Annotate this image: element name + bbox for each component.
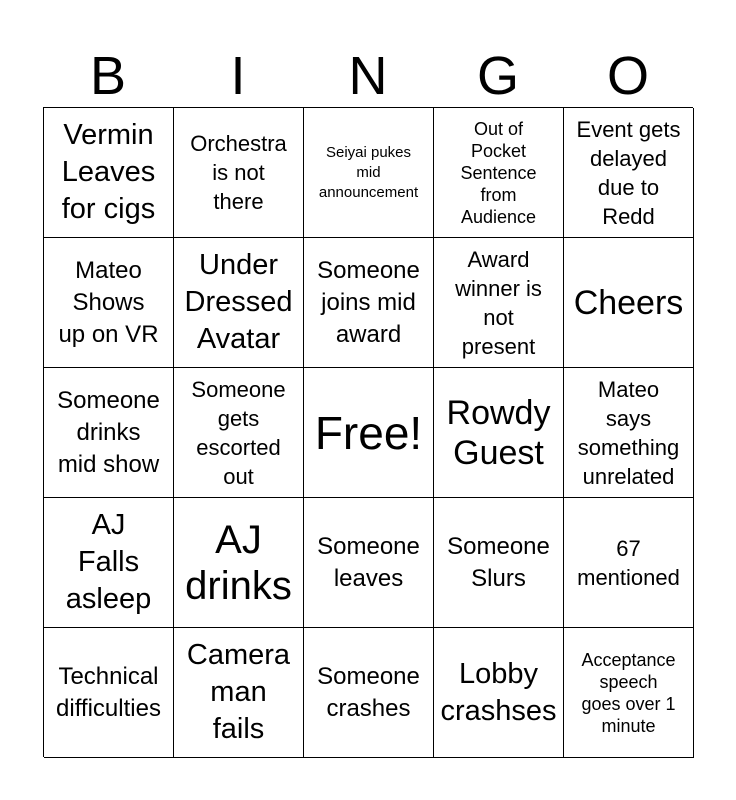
cell-text: Cheers	[573, 283, 684, 322]
bingo-cell-r4c3[interactable]	[304, 498, 434, 628]
cell-text: Someone crashes	[317, 662, 420, 722]
bingo-cell-r5c4[interactable]	[434, 628, 564, 758]
bingo-cell-r3c1[interactable]	[44, 368, 174, 498]
bingo-cell-r2c2[interactable]	[174, 238, 304, 368]
cell-text: Someone leaves	[317, 532, 420, 592]
cell-text: Camera man fails	[186, 639, 291, 745]
bingo-cell-r1c3[interactable]	[304, 108, 434, 238]
bingo-cell-r3c2[interactable]	[174, 368, 304, 498]
cell-text: Event gets delayed due to Redd	[576, 116, 681, 229]
header-letter-i: I	[230, 46, 246, 106]
header-letter-n: N	[348, 46, 388, 106]
cell-text: Technical difficulties	[56, 662, 161, 722]
cell-text: Someone joins mid award	[317, 256, 420, 348]
bingo-cell-r3c5[interactable]	[564, 368, 694, 498]
cell-text: Mateo says something unrelated	[577, 376, 680, 489]
cell-text: Someone drinks mid show	[57, 386, 160, 478]
bingo-header	[43, 44, 693, 108]
bingo-cell-r5c5[interactable]	[564, 628, 694, 758]
cell-text: Acceptance speech goes over 1 minute	[581, 649, 676, 736]
cell-text: Out of Pocket Sentence from Audience	[460, 118, 537, 227]
bingo-cell-r4c1[interactable]	[44, 498, 174, 628]
bingo-cell-r1c1[interactable]	[44, 108, 174, 238]
header-letter-o: O	[606, 46, 649, 106]
bingo-cell-r2c3[interactable]	[304, 238, 434, 368]
bingo-cell-free[interactable]	[304, 368, 434, 498]
bingo-cell-r2c1[interactable]	[44, 238, 174, 368]
bingo-cell-r4c4[interactable]	[434, 498, 564, 628]
bingo-cell-r5c2[interactable]	[174, 628, 304, 758]
cell-text: AJ Falls asleep	[65, 509, 152, 615]
cell-text: Rowdy Guest	[446, 393, 551, 472]
bingo-cell-r4c5[interactable]	[564, 498, 694, 628]
cell-text: Award winner is not present	[455, 246, 542, 359]
header-letter-g: G	[476, 46, 519, 106]
cell-text: 67 mentioned	[577, 535, 680, 590]
cell-text: Someone Slurs	[447, 532, 550, 592]
bingo-cell-r5c3[interactable]	[304, 628, 434, 758]
cell-text: Mateo Shows up on VR	[58, 256, 159, 348]
free-space-text: Free!	[314, 406, 423, 459]
bingo-cell-r1c2[interactable]	[174, 108, 304, 238]
cell-text: Under Dressed Avatar	[184, 249, 293, 355]
cell-text: Vermin Leaves for cigs	[61, 119, 156, 225]
bingo-cell-r5c1[interactable]	[44, 628, 174, 758]
bingo-cell-r1c5[interactable]	[564, 108, 694, 238]
cell-text: Someone gets escorted out	[191, 376, 286, 489]
cell-text: Lobby crashses	[440, 657, 557, 727]
bingo-cell-r2c5[interactable]	[564, 238, 694, 368]
bingo-cell-r1c4[interactable]	[434, 108, 564, 238]
bingo-cell-r2c4[interactable]	[434, 238, 564, 368]
bingo-cell-r4c2[interactable]	[174, 498, 304, 628]
bingo-cell-r3c4[interactable]	[434, 368, 564, 498]
header-letter-b: B	[89, 46, 127, 106]
cell-text: Orchestra is not there	[190, 131, 287, 214]
cell-text: AJ drinks	[185, 517, 292, 608]
cell-text: Seiyai pukes mid announcement	[318, 143, 419, 201]
bingo-grid	[43, 107, 693, 757]
